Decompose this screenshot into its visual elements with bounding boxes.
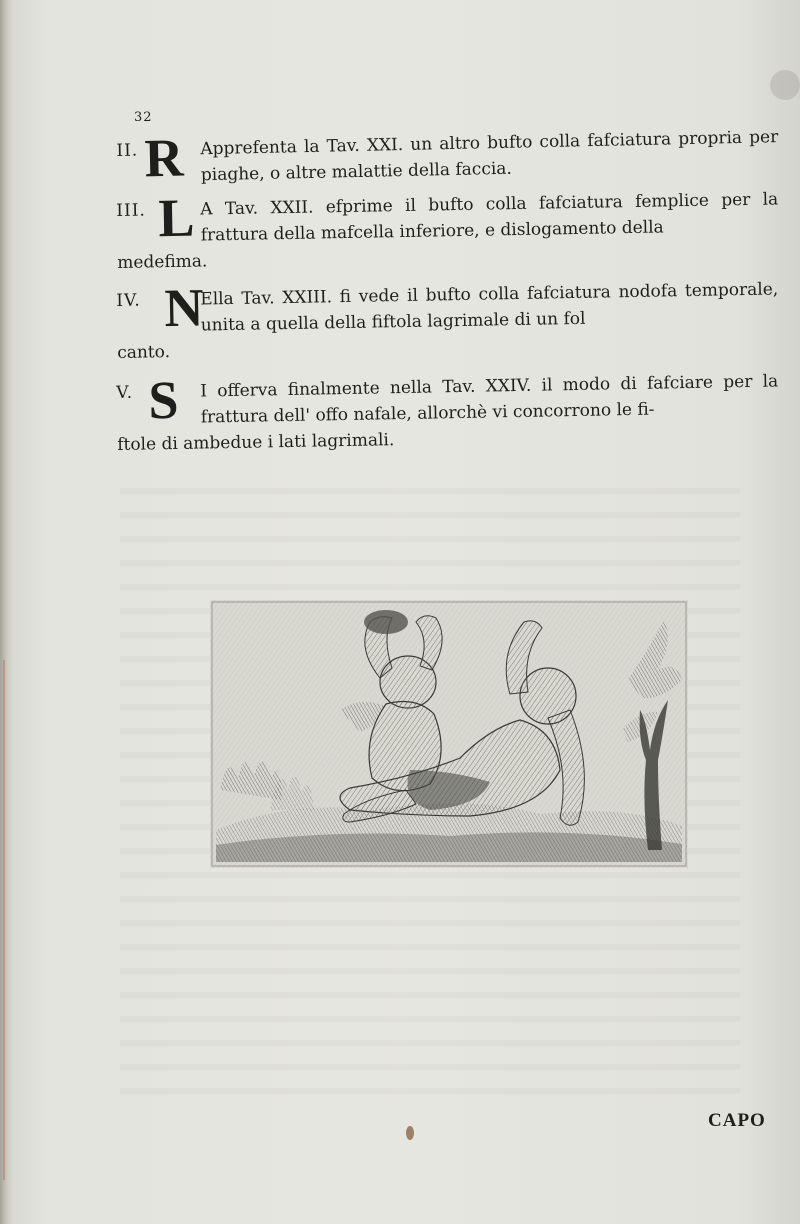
entry-numeral: V. [116, 382, 134, 403]
drop-cap: N [163, 277, 204, 339]
catchword: CAPO [708, 1110, 766, 1131]
cherubs-engraving [210, 600, 688, 868]
entry-numeral: III. [116, 200, 147, 221]
entry-numeral: IV. [116, 290, 141, 311]
drop-cap: L [157, 187, 196, 249]
entry-numeral: II. [116, 140, 139, 161]
entry-continuation: ftole di ambedue i lati lagrimali. [117, 430, 395, 455]
entry-continuation: canto. [117, 342, 171, 363]
ink-stain [406, 1126, 414, 1140]
entry-text: Ella Tav. XXIII. fi vede il bufto colla fafciatura nodofa temporale, unita a quella della fiftola lagrimale di un fol [200, 279, 779, 336]
drop-cap: S [147, 369, 180, 431]
page-number: 32 [134, 110, 153, 125]
entry-text: Apprefenta la Tav. XXI. un altro bufto colla fafciatura propria per piaghe, o altre malattie della faccia. [200, 127, 779, 186]
engraved-vignette [210, 600, 688, 868]
drop-cap: R [143, 127, 185, 189]
entry-text: A Tav. XXII. efprime il bufto colla fafciatura femplice per la frattura della mafcella inferiore, e dislogamento della [200, 189, 779, 246]
paper-stain [770, 70, 800, 100]
page-edge [0, 0, 14, 1224]
entry-ii [116, 118, 779, 189]
entry-text: I offerva finalmente nella Tav. XXIV. il modo di fafciare per la frattura dell' offo nafale, allorchè vi concorrono le fi- [200, 371, 779, 428]
entry-continuation: medefima. [117, 251, 208, 273]
